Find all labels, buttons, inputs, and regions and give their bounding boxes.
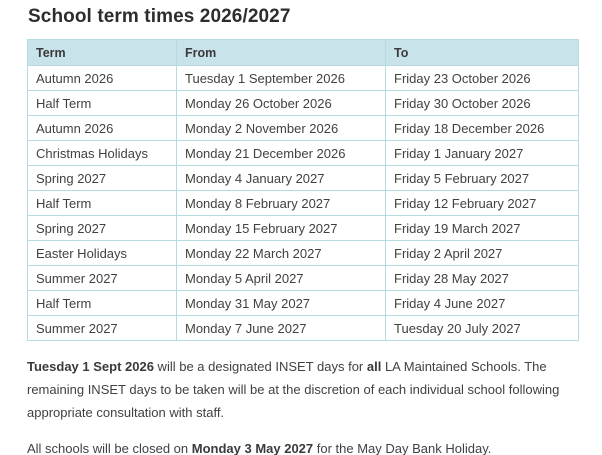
note-bold-text: Tuesday 1 Sept 2026 [27,359,154,374]
table-cell-to: Friday 23 October 2026 [386,66,579,91]
table-cell-to: Friday 1 January 2027 [386,141,579,166]
table-cell-from: Monday 5 April 2027 [177,266,386,291]
term-times-table [27,39,579,341]
table-cell-term: Spring 2027 [28,166,177,191]
note-paragraph [27,437,580,455]
table-header [28,40,579,66]
table-cell-term: Autumn 2026 [28,116,177,141]
note-text: LA Maintained Schools. The remaining INSET days to be taken will be at the discretion of each individual school following appropriate consultation with staff. [27,359,560,420]
table-cell-from: Monday 22 March 2027 [177,241,386,266]
table-cell-term: Christmas Holidays [28,141,177,166]
table-cell-term: Easter Holidays [28,241,177,266]
page-title: School term times 2026/2027 [28,6,291,27]
table-header-row [28,40,579,66]
table-row [28,116,579,141]
note-bold-text: all [366,359,382,374]
table-row [28,316,579,341]
table-cell-term: Half Term [28,91,177,116]
table-cell-to: Tuesday 20 July 2027 [386,316,579,341]
table-cell-from: Monday 2 November 2026 [177,116,386,141]
table-row [28,291,579,316]
table-cell-to: Friday 12 February 2027 [386,191,579,216]
table-cell-from: Tuesday 1 September 2026 [177,66,386,91]
table-row [28,141,579,166]
table-cell-to: Friday 28 May 2027 [386,266,579,291]
table-cell-to: Friday 19 March 2027 [386,216,579,241]
table-cell-term: Summer 2027 [28,266,177,291]
table-cell-to: Friday 30 October 2026 [386,91,579,116]
note-text: All schools will be closed on [27,441,192,455]
table-cell-from: Monday 8 February 2027 [177,191,386,216]
table-row [28,166,579,191]
note-text: will be a designated INSET days for [153,359,367,374]
table-row [28,66,579,91]
table-cell-from: Monday 26 October 2026 [177,91,386,116]
table-cell-to: Friday 18 December 2026 [386,116,579,141]
table-cell-to: Friday 5 February 2027 [386,166,579,191]
table-cell-to: Friday 2 April 2027 [386,241,579,266]
table-cell-term: Autumn 2026 [28,66,177,91]
table-row [28,191,579,216]
table-cell-from: Monday 31 May 2027 [177,291,386,316]
column-header-from: From [177,40,386,66]
table-cell-term: Half Term [28,291,177,316]
table-cell-term: Spring 2027 [28,216,177,241]
column-header-term: Term [28,40,177,66]
table-cell-term: Summer 2027 [28,316,177,341]
column-header-to: To [386,40,579,66]
table-cell-from: Monday 4 January 2027 [177,166,386,191]
note-text: for the May Day Bank Holiday. [313,441,492,455]
table-body [28,66,579,341]
table-cell-term: Half Term [28,191,177,216]
table-cell-to: Friday 4 June 2027 [386,291,579,316]
table-cell-from: Monday 15 February 2027 [177,216,386,241]
table-row [28,216,579,241]
note-bold-text: Monday 3 May 2027 [191,441,314,455]
table-cell-from: Monday 21 December 2026 [177,141,386,166]
notes [27,355,580,455]
table-cell-from: Monday 7 June 2027 [177,316,386,341]
table-row [28,266,579,291]
table-row [28,91,579,116]
note-paragraph [27,355,580,424]
table-row [28,241,579,266]
